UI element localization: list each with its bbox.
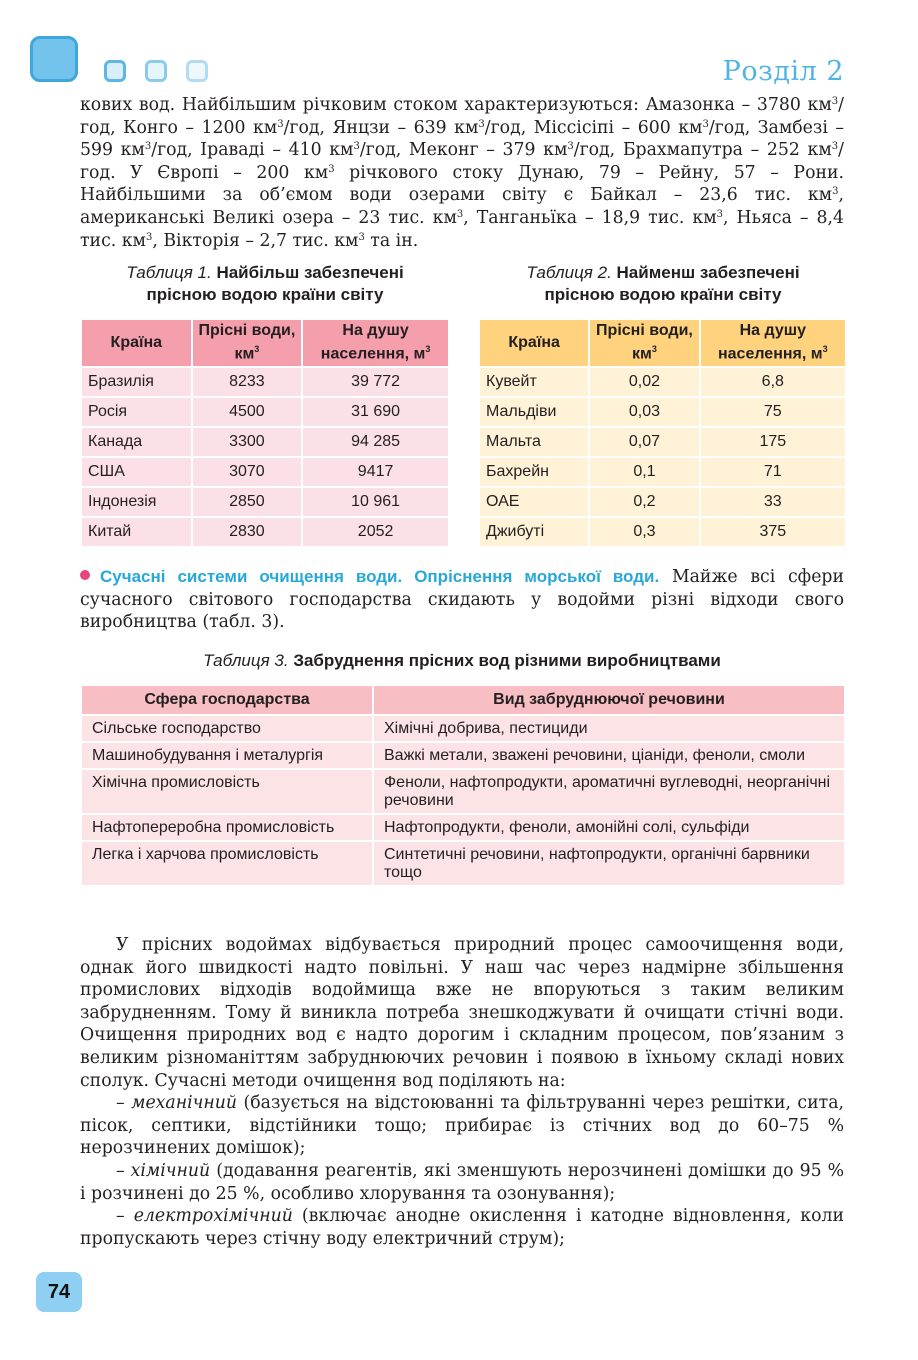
table-row — [480, 368, 845, 396]
decorative-square-large — [30, 36, 78, 82]
table-row — [82, 458, 448, 486]
table-row — [82, 716, 844, 741]
bullet-icon — [80, 570, 90, 580]
water-cell: 3300 — [193, 428, 302, 456]
water-cell: 2830 — [193, 518, 302, 546]
country-cell: Бразилія — [82, 368, 191, 396]
table-row — [480, 458, 845, 486]
percapita-cell: 33 — [701, 488, 845, 516]
country-cell: Джибуті — [480, 518, 588, 546]
table1 — [80, 318, 450, 548]
section-label: Розділ 2 — [722, 56, 844, 87]
country-cell: Канада — [82, 428, 191, 456]
country-cell: Росія — [82, 398, 191, 426]
sector-cell: Легка і харчова промисловість — [82, 842, 372, 885]
table2-caption-line2: прісною водою країни світу — [544, 285, 782, 304]
table2-body — [480, 368, 845, 546]
country-cell: Китай — [82, 518, 191, 546]
sector-cell: Нафтопереробна промисловість — [82, 815, 372, 840]
table2-caption — [478, 262, 848, 306]
table1-body — [82, 368, 448, 546]
percapita-cell: 10 961 — [303, 488, 448, 516]
table2-header-country: Країна — [480, 320, 588, 366]
table2 — [478, 318, 847, 548]
table1-header-country: Країна — [82, 320, 191, 366]
table-row — [82, 770, 844, 813]
table3-caption — [80, 650, 844, 672]
water-cell: 0,03 — [590, 398, 698, 426]
table3 — [80, 684, 846, 887]
pollutant-cell: Феноли, нафтопродукти, ароматичні вуглеводні, неорганічні речовини — [374, 770, 844, 813]
table1-header-percapita: На душу населення, $м^3$ — [303, 320, 448, 366]
water-cell: 0,1 — [590, 458, 698, 486]
percapita-cell: 71 — [701, 458, 845, 486]
table-row — [82, 743, 844, 768]
table3-header-row — [82, 686, 844, 714]
section-text: Майже всі сфери сучасного світового господарства скидають у водойми різні відходи свого виробництва (табл. 3). — [80, 567, 844, 633]
table1-caption-line2: прісною водою країни світу — [146, 285, 384, 304]
water-cell: 0,3 — [590, 518, 698, 546]
country-cell: Мальта — [480, 428, 588, 456]
water-cell: 8233 — [193, 368, 302, 396]
percapita-cell: 375 — [701, 518, 845, 546]
table-row — [82, 488, 448, 516]
water-cell: 3070 — [193, 458, 302, 486]
country-cell: Кувейт — [480, 368, 588, 396]
table2-header-water: Прісні води, $км^3$ — [590, 320, 698, 366]
table3-header-pollutant: Вид забруднюючої речовини — [374, 686, 844, 714]
pollutant-cell: Нафтопродукти, феноли, амонійні солі, сульфіди — [374, 815, 844, 840]
water-cell: 2850 — [193, 488, 302, 516]
method-electrochemical: – електрохімічний (включає анодне окислення і катодне відновлення, коли пропускають через стічну воду електричний струм); — [80, 1206, 844, 1249]
pollutant-cell: Хімічні добрива, пестициди — [374, 716, 844, 741]
water-cell: 4500 — [193, 398, 302, 426]
table-row — [480, 488, 845, 516]
section-heading: Сучасні системи очищення води. Опріснення морської води. — [100, 567, 660, 586]
table-row — [480, 398, 845, 426]
country-cell: Мальдіви — [480, 398, 588, 426]
table3-caption-prefix: Таблиця 3. — [203, 651, 289, 670]
pollutant-cell: Синтетичні речовини, нафтопродукти, органічні барвники тощо — [374, 842, 844, 885]
table2-header-row — [480, 320, 845, 366]
table-row — [480, 518, 845, 546]
table1-caption — [80, 262, 450, 306]
percapita-cell: 6,8 — [701, 368, 845, 396]
body-paragraph: У прісних водоймах відбувається природний процес самоочищення води, однак його швидкості надто повільні. У наш час через надмірне збільшення промислових відходів водоймища вже не впоруються з таким великим забрудненням. Тому й виникла потреба знешкоджувати й очищати стічні води. Очищення природних вод є надто дорогим і складним процесом, пов’язаним з великим різноманіттям забруднюючих речовин і появою в їхньому складі нових сполук. Сучасні методи очищення вод поділяють на: — [80, 935, 844, 1091]
decorative-square-1 — [104, 60, 126, 82]
water-cell: 0,07 — [590, 428, 698, 456]
body-text — [80, 934, 844, 1250]
table1-caption-prefix: Таблиця 1. — [126, 263, 212, 282]
percapita-cell: 9417 — [303, 458, 448, 486]
table-row — [82, 815, 844, 840]
percapita-cell: 39 772 — [303, 368, 448, 396]
table3-header-sector: Сфера господарства — [82, 686, 372, 714]
table1-header-row — [82, 320, 448, 366]
sector-cell: Машинобудування і металургія — [82, 743, 372, 768]
table3-body — [82, 716, 844, 885]
table-row — [480, 428, 845, 456]
water-cell: 0,2 — [590, 488, 698, 516]
country-cell: ОАЕ — [480, 488, 588, 516]
pollutant-cell: Важкі метали, зважені речовини, ціаніди, феноли, смоли — [374, 743, 844, 768]
table2-caption-prefix: Таблиця 2. — [526, 263, 612, 282]
percapita-cell: 31 690 — [303, 398, 448, 426]
percapita-cell: 2052 — [303, 518, 448, 546]
table-row — [82, 368, 448, 396]
table3-caption-text: Забруднення прісних вод різними виробництвами — [293, 651, 721, 670]
sector-cell: Сільське господарство — [82, 716, 372, 741]
percapita-cell: 75 — [701, 398, 845, 426]
sector-cell: Хімічна промисловість — [82, 770, 372, 813]
table2-header-percapita: На душу населення, $м^3$ — [701, 320, 845, 366]
table-row — [82, 842, 844, 885]
intro-paragraph: кових вод. Найбільшим річковим стоком характеризуються: Амазонка – 3780 $км^3$/год, Конго – 1200 $км^3$/год, Янцзи – 639 $км^3$/год, Міссісіпі – 600 $км^3$/год, Замбезі – 599 $км^3$/год, Іраваді – 410 $км^3$/год, Меконг – 379 $км^3$/год, Брахмапутра – 252 $км^3$/год. У Європі – 200 $км^3$ річкового стоку Дунаю, 79 – Рейну, 57 – Рони. Найбільшими за об’ємом води озерами світу є Байкал – 23,6 тис. $км^3$, американські Великі озера – 23 тис. $км^3$, Танганьїка – 18,9 тис. $км^3$, Ньяса – 8,4 тис. $км^3$, Вікторія – 2,7 тис. $км^3$ та ін. — [80, 95, 844, 251]
country-cell: Індонезія — [82, 488, 191, 516]
table1-caption-line1: Найбільш забезпечені — [216, 263, 404, 282]
country-cell: Бахрейн — [480, 458, 588, 486]
table-row — [82, 428, 448, 456]
method-mechanical: – механічний (базується на відстоюванні та фільтруванні через решітки, сита, пісок, септики, відстійники тощо; прибирає із стічних вод до 60–75 % нерозчинених домішок); — [80, 1093, 844, 1159]
percapita-cell: 175 — [701, 428, 845, 456]
table1-header-water: Прісні води, $км^3$ — [193, 320, 302, 366]
table2-caption-line1: Найменш забезпечені — [616, 263, 800, 282]
decorative-square-2 — [145, 60, 167, 82]
decorative-square-3 — [186, 60, 208, 82]
water-cell: 0,02 — [590, 368, 698, 396]
table-row — [82, 398, 448, 426]
country-cell: США — [82, 458, 191, 486]
section-paragraph — [80, 566, 844, 634]
table-row — [82, 518, 448, 546]
method-chemical: – хімічний (додавання реагентів, які зменшують нерозчинені домішки до 95 % і розчинені до 25 %, особливо хлорування та озонування); — [80, 1160, 844, 1204]
percapita-cell: 94 285 — [303, 428, 448, 456]
page-number: 74 — [36, 1272, 82, 1312]
